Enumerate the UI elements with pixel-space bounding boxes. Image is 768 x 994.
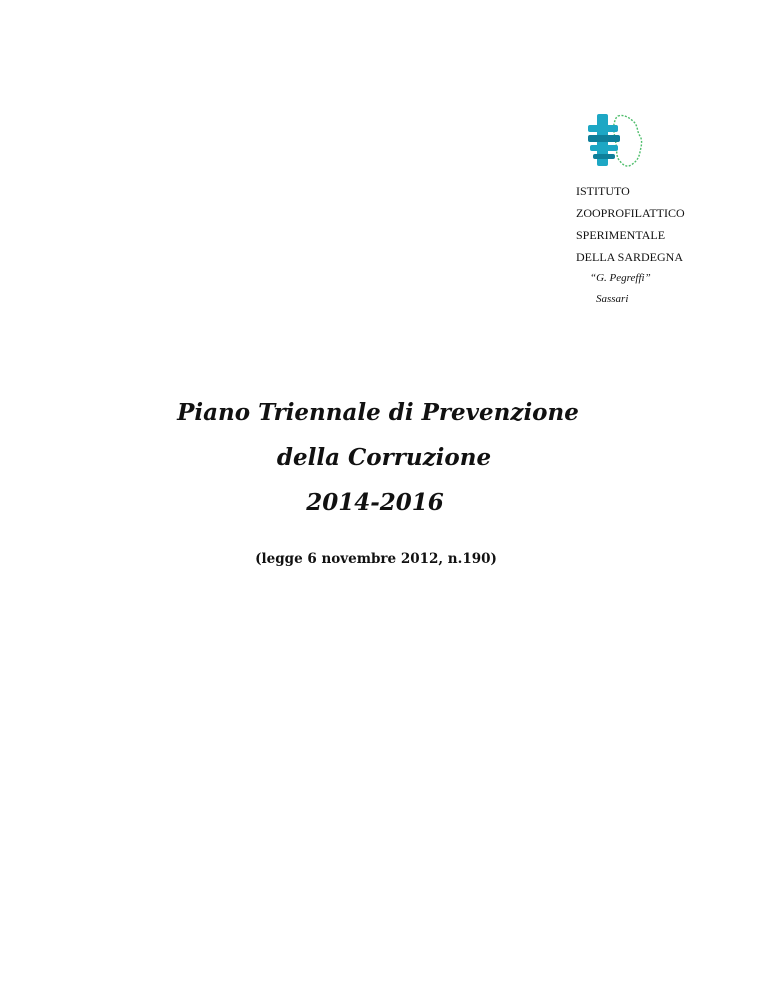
title-line-piano: Piano Triennale di Prevenzione — [177, 399, 579, 426]
institute-line-pegreffi: “G. Pegreffi” — [590, 272, 651, 284]
izs-sardegna-logo-icon — [584, 110, 646, 172]
subtitle-law-reference: (legge 6 novembre 2012, n.190) — [255, 551, 497, 567]
title-line-years: 2014-2016 — [306, 489, 444, 516]
cross-bar-top — [588, 125, 618, 132]
title-line-corruzione: della Corruzione — [276, 444, 492, 471]
institute-line-zooprofilattico: ZOOPROFILATTICO — [576, 206, 685, 220]
institute-line-della-sardegna: DELLA SARDEGNA — [576, 250, 683, 264]
cross-bar-low — [590, 145, 618, 151]
institute-name-block — [576, 180, 685, 310]
cross-bar-bottom — [593, 154, 615, 159]
cross-bar-mid — [588, 135, 620, 142]
institute-line-sassari: Sassari — [596, 293, 629, 305]
institute-logo — [584, 110, 646, 172]
institute-line-istituto: ISTITUTO — [576, 184, 630, 198]
document-title — [0, 390, 768, 525]
institute-line-sperimentale: SPERIMENTALE — [576, 228, 666, 242]
document-subtitle — [0, 551, 768, 567]
